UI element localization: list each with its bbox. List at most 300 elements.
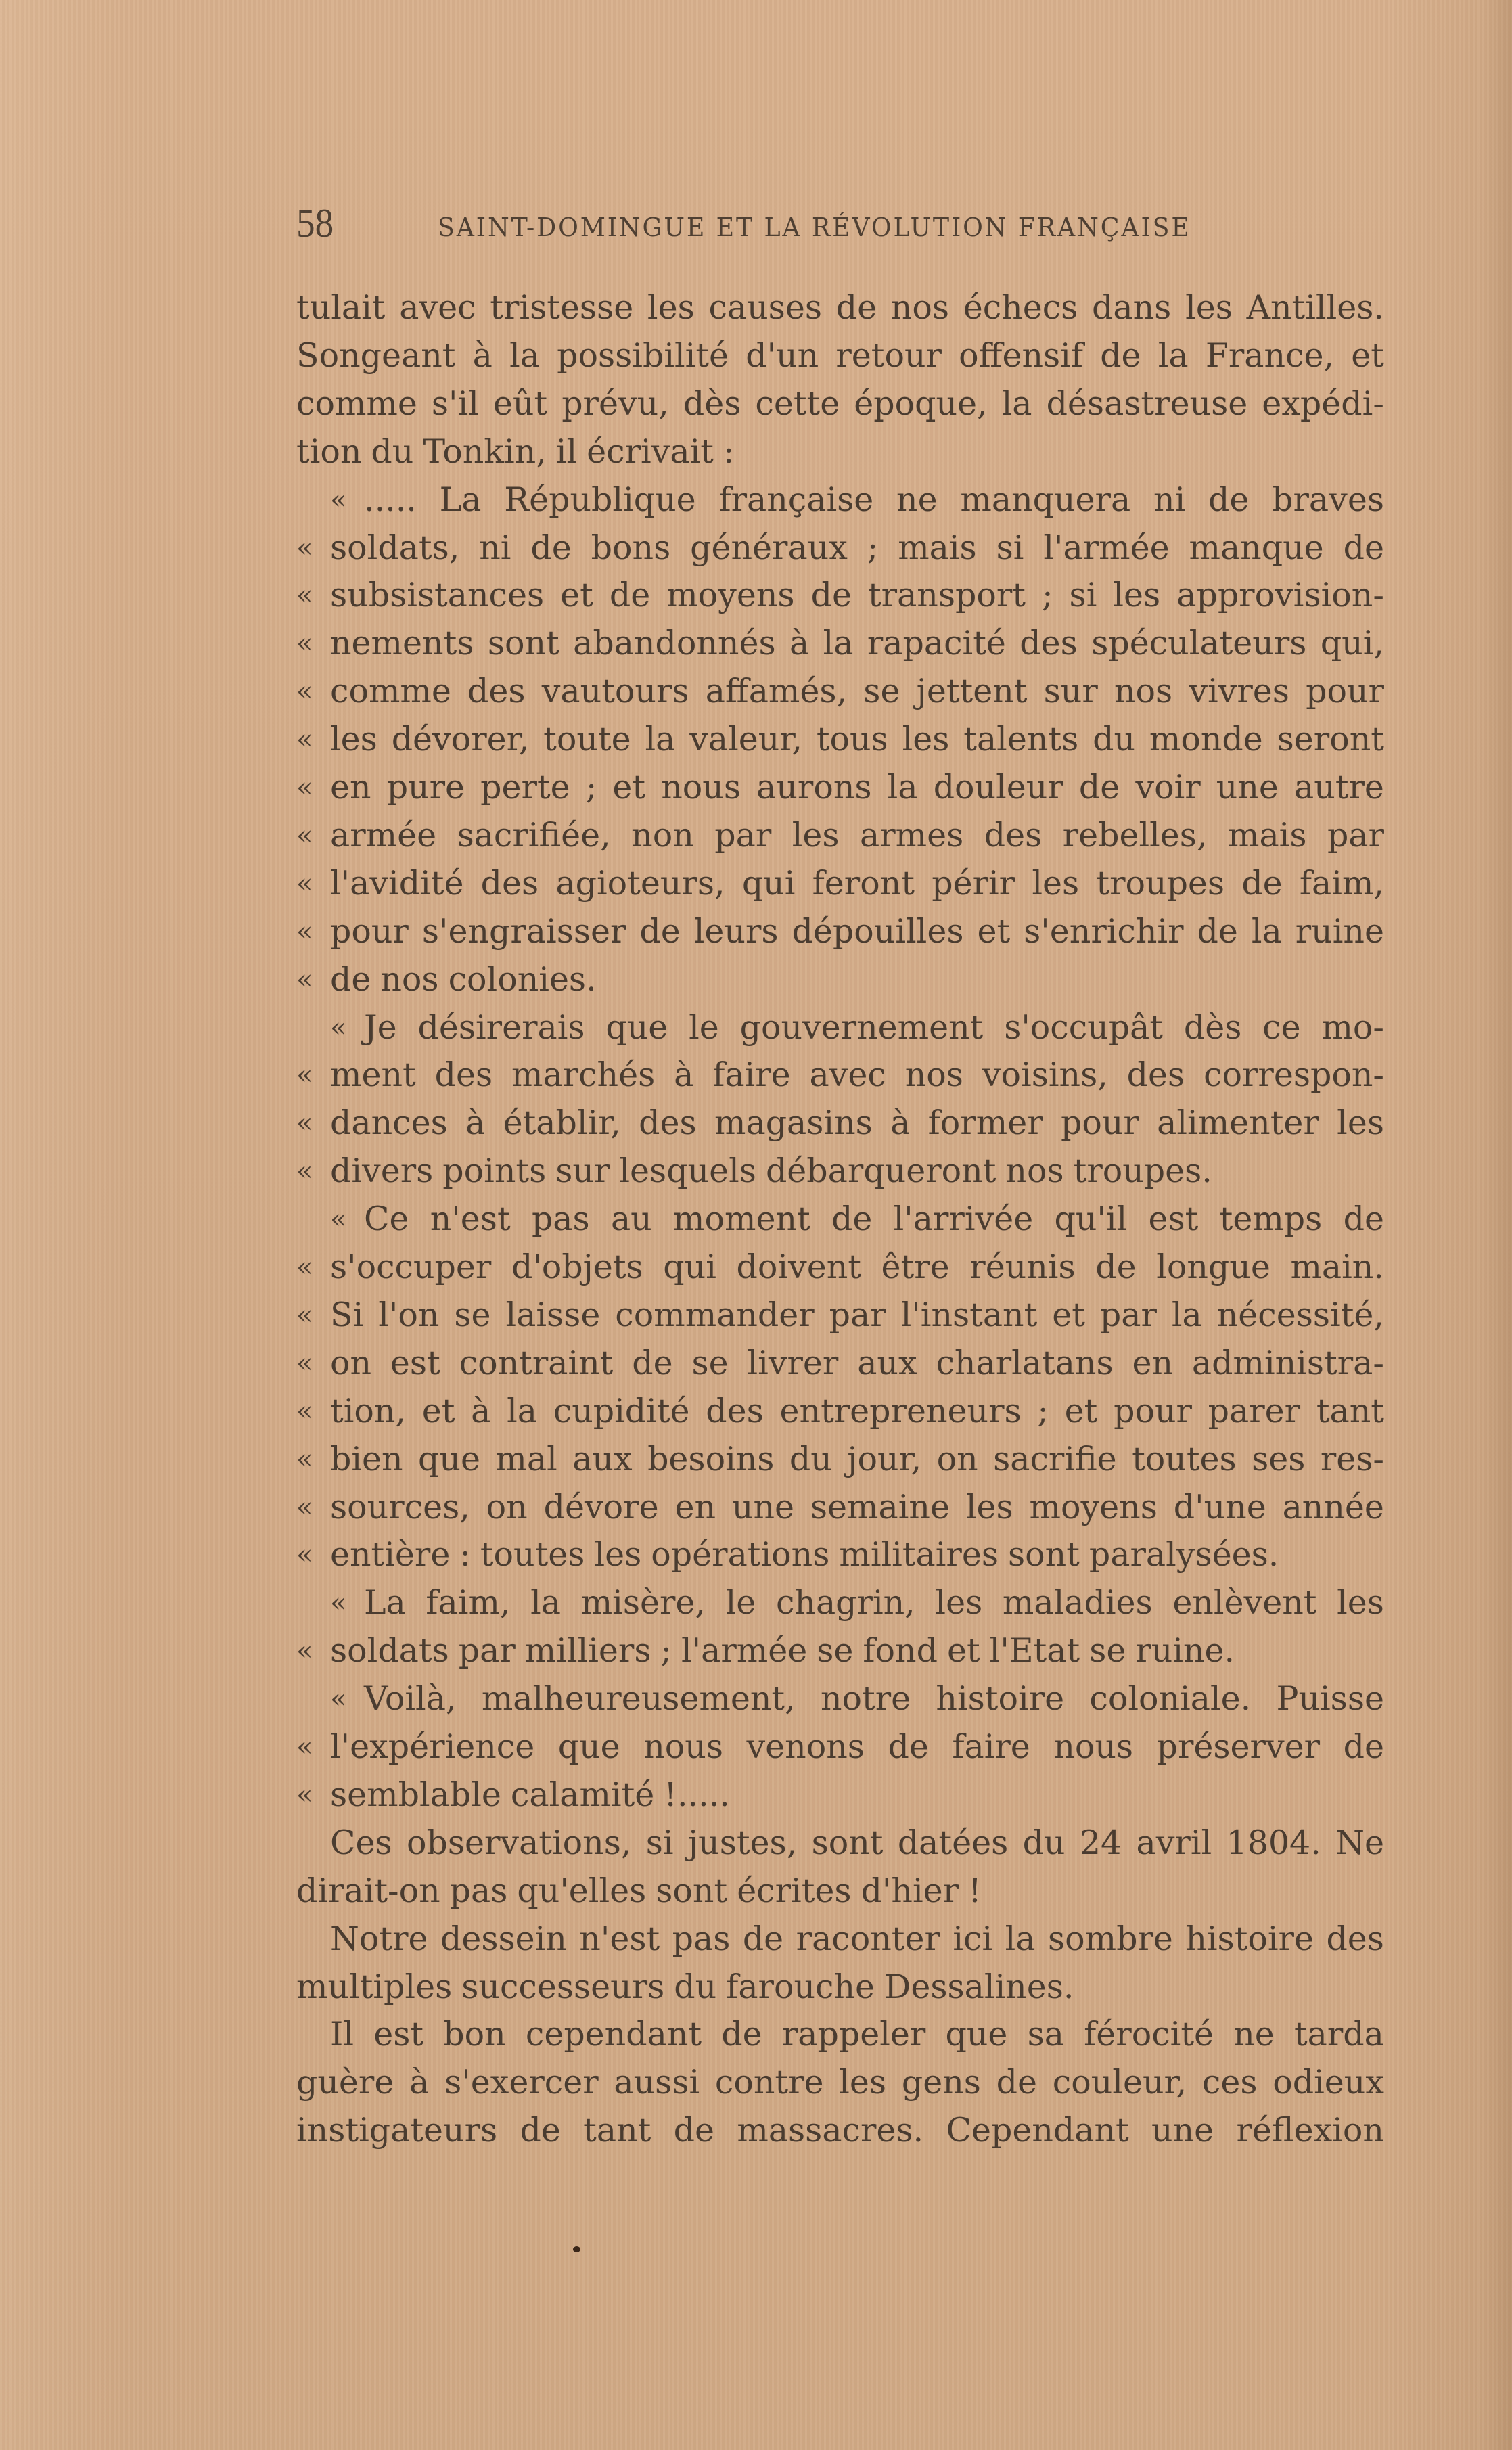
word: les <box>594 1535 642 1574</box>
word: pas <box>531 1200 590 1239</box>
word: ces <box>1201 2063 1258 2102</box>
word: tion <box>296 432 362 471</box>
word: sur <box>1043 672 1098 711</box>
word: nements <box>330 624 474 663</box>
word: la <box>1251 911 1282 951</box>
word: bons <box>591 528 671 567</box>
word: mal <box>495 1439 557 1478</box>
text-line <box>296 380 1384 428</box>
word: et <box>560 576 593 615</box>
line-text <box>330 524 1384 572</box>
word: militaires <box>839 1535 999 1574</box>
guillemet: « <box>330 484 347 516</box>
line-text <box>296 332 1384 380</box>
word: feront <box>812 863 915 903</box>
word: se <box>454 1295 491 1334</box>
word: s'il <box>431 384 479 423</box>
word: correspon- <box>1204 1056 1384 1095</box>
word: l'instant <box>900 1295 1038 1334</box>
word: de <box>330 959 371 999</box>
word: farouche <box>726 1967 875 2006</box>
word: Je <box>364 1007 397 1047</box>
line-text <box>364 1579 1384 1627</box>
line-text <box>330 860 1384 907</box>
word: Notre <box>330 1919 428 1958</box>
word: d'un <box>746 336 819 375</box>
word: préserver <box>1156 1727 1321 1766</box>
word: n'est <box>579 1919 660 1958</box>
guillemet: « <box>296 1108 313 1139</box>
word: des <box>639 1104 697 1143</box>
word: dirait-on <box>296 1871 440 1910</box>
word: ; <box>867 528 879 567</box>
word: on <box>330 1343 372 1382</box>
text-line <box>296 1964 1384 2011</box>
word: odieux <box>1273 2063 1384 2102</box>
word: perte <box>480 768 570 807</box>
guillemet: « <box>330 1683 347 1715</box>
word: faire <box>712 1056 791 1095</box>
word: française <box>718 480 874 519</box>
word: douleur <box>933 768 1063 807</box>
word: aussi <box>614 2063 700 2102</box>
word: 24 <box>1079 1823 1122 1862</box>
word: leurs <box>693 911 779 951</box>
text-line <box>296 860 1384 907</box>
word: pour <box>330 911 409 951</box>
word: histoire <box>1185 1919 1314 1958</box>
word: ! <box>968 1871 982 1910</box>
text-line <box>296 956 1384 1003</box>
guillemet: « <box>296 1443 313 1475</box>
text-line <box>296 1531 1384 1579</box>
word: notre <box>820 1679 911 1719</box>
word: est <box>373 2015 424 2054</box>
word: la <box>645 720 676 759</box>
page-edge-shadow <box>1485 0 1512 2450</box>
word: par <box>458 1631 516 1671</box>
word: avec <box>809 1056 886 1095</box>
word: sacrifiée, <box>457 815 611 855</box>
guillemet: « <box>296 1779 313 1811</box>
word: sont <box>1007 1535 1080 1574</box>
word: et <box>1351 336 1384 375</box>
guillemet: « <box>296 1060 313 1091</box>
word: des <box>434 1056 493 1095</box>
text-line <box>296 812 1384 859</box>
word: troupes <box>1096 863 1225 903</box>
word: doivent <box>736 1248 861 1286</box>
word: main. <box>1290 1248 1384 1286</box>
word: alimenter <box>1157 1104 1319 1143</box>
line-text <box>364 1196 1384 1243</box>
word: sombre <box>1047 1919 1173 1958</box>
guillemet: « <box>296 963 313 995</box>
line-text <box>296 428 1384 476</box>
word: dans <box>1092 288 1172 327</box>
word: dessein <box>440 1919 567 1958</box>
text-line <box>296 1292 1384 1339</box>
word: s'exercer <box>444 2063 599 2102</box>
word: mo- <box>1321 1007 1384 1047</box>
word: Ces <box>330 1823 392 1862</box>
word: sa <box>1027 2015 1064 2054</box>
word: observations, <box>406 1823 632 1862</box>
word: se <box>817 1631 854 1671</box>
guillemet: « <box>296 1252 313 1283</box>
word: Cependant <box>946 2111 1129 2150</box>
word: de <box>1095 1248 1137 1286</box>
word: les <box>1185 288 1233 327</box>
word: colonies. <box>448 959 597 999</box>
word: de <box>1241 863 1283 903</box>
line-text <box>330 1531 1384 1579</box>
word: successeurs <box>461 1967 665 2006</box>
text-line <box>296 1051 1384 1099</box>
word: la <box>1005 1919 1036 1958</box>
word: Tonkin, <box>423 432 547 471</box>
text-line <box>296 620 1384 667</box>
word: que <box>605 1007 668 1047</box>
word: ; <box>1037 1391 1049 1430</box>
guillemet: « <box>330 1204 347 1235</box>
word: res- <box>1320 1439 1384 1478</box>
word: ; <box>585 768 597 807</box>
word: de <box>609 576 651 615</box>
line-text <box>330 764 1384 811</box>
word: toutes <box>1132 1439 1237 1478</box>
word: gens <box>901 2063 981 2102</box>
text-line <box>296 668 1384 715</box>
word: de <box>835 288 877 327</box>
word: troupes. <box>1073 1152 1212 1191</box>
word: la <box>507 1391 538 1430</box>
word: avril <box>1136 1823 1212 1862</box>
word: opérations <box>651 1535 830 1574</box>
word: établir, <box>503 1104 621 1143</box>
word: ce <box>1262 1007 1301 1047</box>
word: paralysées. <box>1089 1535 1279 1574</box>
word: à <box>409 2063 430 2102</box>
word: cependant <box>525 2015 702 2054</box>
word: et <box>946 1631 980 1671</box>
word: en <box>1132 1343 1174 1382</box>
line-text <box>330 1051 1384 1099</box>
word: toute <box>543 720 631 759</box>
word: du <box>789 1439 832 1478</box>
word: de <box>530 528 572 567</box>
word: ..... <box>364 480 417 519</box>
word: on <box>486 1487 528 1526</box>
word: les <box>330 720 377 759</box>
word: dès <box>1183 1007 1242 1047</box>
text-line <box>296 716 1384 763</box>
line-text <box>330 1148 1384 1195</box>
word: l'arrivée <box>893 1200 1034 1239</box>
word: marchés <box>511 1056 656 1095</box>
word: ne <box>1233 2015 1275 2054</box>
word: écrivait <box>587 432 714 471</box>
word: le <box>725 1583 756 1623</box>
line-text <box>330 1292 1384 1339</box>
word: à <box>471 1391 491 1430</box>
word: des <box>467 672 526 711</box>
word: des <box>1020 624 1078 663</box>
word: des <box>480 863 539 903</box>
word: les <box>935 1583 983 1623</box>
word: et <box>977 911 1011 951</box>
word: à <box>472 336 492 375</box>
word: ici <box>953 1919 993 1958</box>
word: l'Etat <box>989 1631 1080 1671</box>
word: à <box>674 1056 694 1095</box>
word: les <box>839 2063 887 2102</box>
word: si <box>996 528 1024 567</box>
word: valeur, <box>689 720 802 759</box>
word: de <box>1208 480 1250 519</box>
line-text <box>330 1340 1384 1387</box>
word: soldats <box>330 1631 449 1671</box>
word: des <box>984 815 1043 855</box>
word: année <box>1282 1487 1384 1526</box>
word: approvision- <box>1176 576 1384 615</box>
word: l'armée <box>1043 528 1170 567</box>
line-text <box>364 1004 1384 1051</box>
word: La <box>364 1583 406 1623</box>
word: datées <box>897 1823 1009 1862</box>
guillemet: « <box>296 724 313 756</box>
text-line <box>296 1099 1384 1147</box>
word: coloniale. <box>1089 1679 1252 1719</box>
word: couleur, <box>1052 2063 1187 2102</box>
word: désastreuse <box>1046 384 1248 423</box>
word: faim, <box>426 1583 511 1623</box>
word: jettent <box>916 672 1028 711</box>
word: possibilité <box>557 336 729 375</box>
word: qui, <box>1320 624 1384 663</box>
word: pure <box>386 768 465 807</box>
text-line <box>296 1484 1384 1531</box>
word: ment <box>330 1056 416 1095</box>
word: armes <box>860 815 964 855</box>
word: dès <box>683 384 741 423</box>
word: besoins <box>647 1439 775 1478</box>
word: justes, <box>687 1823 798 1862</box>
word: nos <box>380 959 439 999</box>
word: qui <box>663 1248 716 1286</box>
guillemet: « <box>296 532 313 564</box>
word: Antilles. <box>1246 288 1384 327</box>
word: de <box>721 2015 762 2054</box>
word: la <box>1171 1295 1202 1334</box>
word: se <box>691 1343 729 1382</box>
word: il <box>555 432 578 471</box>
text-line <box>296 1867 1384 1915</box>
line-text <box>296 284 1384 332</box>
word: tarda <box>1293 2015 1384 2054</box>
word: d'objets <box>511 1248 643 1286</box>
guillemet: « <box>296 819 313 851</box>
word: instigateurs <box>296 2111 498 2150</box>
word: nécessité, <box>1216 1295 1384 1334</box>
word: tulait <box>296 288 386 327</box>
word: pour <box>1114 1391 1192 1430</box>
word: de <box>1343 1200 1384 1239</box>
text-line <box>296 908 1384 955</box>
word: ni <box>479 528 511 567</box>
word: des <box>1326 1919 1384 1958</box>
word: administra- <box>1191 1343 1384 1382</box>
word: s'enrichir <box>1024 911 1184 951</box>
word: les <box>1337 1104 1384 1143</box>
word: magasins <box>714 1104 873 1143</box>
line-text <box>364 476 1384 524</box>
word: mais <box>1227 815 1307 855</box>
word: faim, <box>1299 863 1384 903</box>
word: pas <box>672 1919 731 1958</box>
word: que <box>418 1439 480 1478</box>
word: du <box>1093 720 1136 759</box>
word: moment <box>673 1200 810 1239</box>
word: enlèvent <box>1172 1583 1317 1623</box>
word: n'est <box>430 1200 511 1239</box>
word: lesquels <box>619 1152 756 1191</box>
word: venons <box>746 1727 865 1766</box>
word: au <box>610 1200 652 1239</box>
word: aux <box>572 1439 633 1478</box>
word: Si <box>330 1295 364 1334</box>
line-text <box>296 380 1384 428</box>
word: le <box>689 1007 719 1047</box>
word: la <box>1001 384 1032 423</box>
word: les <box>1032 863 1080 903</box>
word: de <box>632 1343 673 1382</box>
word: nous <box>661 768 741 807</box>
word: fond <box>863 1631 938 1671</box>
word: massacres. <box>737 2111 924 2150</box>
text-line <box>330 476 1384 524</box>
word: qu'il <box>1054 1200 1128 1239</box>
guillemet: « <box>296 1299 313 1331</box>
word: ne <box>896 480 938 519</box>
word: ruine <box>1295 911 1384 951</box>
word: férocité <box>1084 2015 1214 2054</box>
word: voir <box>1135 768 1201 807</box>
word: généraux <box>690 528 848 567</box>
word: prévu, <box>562 384 669 423</box>
line-text <box>330 908 1384 955</box>
word: : <box>459 1535 471 1574</box>
word: la <box>887 768 918 807</box>
word: tant <box>1316 1391 1384 1430</box>
text-line <box>296 1148 1384 1195</box>
word: et <box>421 1391 455 1430</box>
word: voisins, <box>982 1056 1108 1095</box>
word: que <box>945 2015 1008 2054</box>
guillemet: « <box>296 1539 313 1571</box>
word: de <box>520 2111 561 2150</box>
word: rebelles, <box>1062 815 1208 855</box>
word: de <box>1197 911 1238 951</box>
word: !..... <box>664 1775 730 1814</box>
word: les <box>792 815 840 855</box>
text-line <box>296 1627 1384 1675</box>
line-text <box>296 1964 1384 2011</box>
word: une <box>1151 2111 1214 2150</box>
word: subsistances <box>330 576 545 615</box>
guillemet: « <box>296 915 313 947</box>
word: qui <box>741 863 796 903</box>
word: de <box>639 911 681 951</box>
word: réunis <box>969 1248 1076 1286</box>
guillemet: « <box>296 772 313 803</box>
word: Ne <box>1335 1823 1384 1862</box>
word: débarqueront <box>765 1152 996 1191</box>
word: la <box>509 336 540 375</box>
word: les <box>647 288 695 327</box>
text-line <box>296 428 1384 476</box>
word: aux <box>857 1343 917 1382</box>
word: rapacité <box>867 624 1006 663</box>
word: écrites <box>737 1871 852 1910</box>
line-text <box>330 716 1384 763</box>
word: si <box>645 1823 674 1862</box>
word: multiples <box>296 1967 453 2006</box>
word: périr <box>932 863 1015 903</box>
word: raconter <box>796 1919 940 1958</box>
word: du <box>674 1967 717 2006</box>
text-line <box>330 1004 1384 1051</box>
word: autre <box>1294 768 1384 807</box>
text-line <box>330 1675 1384 1723</box>
word: est <box>390 1343 440 1382</box>
word: les <box>965 1487 1013 1526</box>
line-text <box>330 1484 1384 1531</box>
guillemet: « <box>330 1587 347 1619</box>
word: que <box>557 1727 620 1766</box>
word: spéculateurs <box>1091 624 1307 663</box>
word: sacrifie <box>993 1439 1117 1478</box>
running-head <box>0 203 1512 244</box>
guillemet: « <box>296 1347 313 1379</box>
word: temps <box>1219 1200 1323 1239</box>
line-text <box>330 812 1384 859</box>
word: nos <box>1114 672 1173 711</box>
word: à <box>465 1104 486 1143</box>
word: à <box>789 624 810 663</box>
guillemet: « <box>296 628 313 660</box>
word: eût <box>492 384 548 423</box>
word: moyens <box>666 576 795 615</box>
word: histoire <box>936 1679 1065 1719</box>
word: contre <box>714 2063 824 2102</box>
word: abandonnés <box>573 624 776 663</box>
word: de <box>996 2063 1038 2102</box>
word: milliers <box>524 1631 651 1671</box>
word: nos <box>1005 1152 1064 1191</box>
word: en <box>674 1487 716 1526</box>
word: de <box>1078 768 1120 807</box>
word: gouvernement <box>739 1007 984 1047</box>
word: retour <box>835 336 942 375</box>
text-line <box>296 1436 1384 1483</box>
word: pas <box>449 1871 508 1910</box>
word: l'on <box>378 1295 440 1334</box>
word: causes <box>708 288 822 327</box>
word: de <box>810 576 852 615</box>
word: tion, <box>330 1391 406 1430</box>
text-line <box>330 1196 1384 1243</box>
